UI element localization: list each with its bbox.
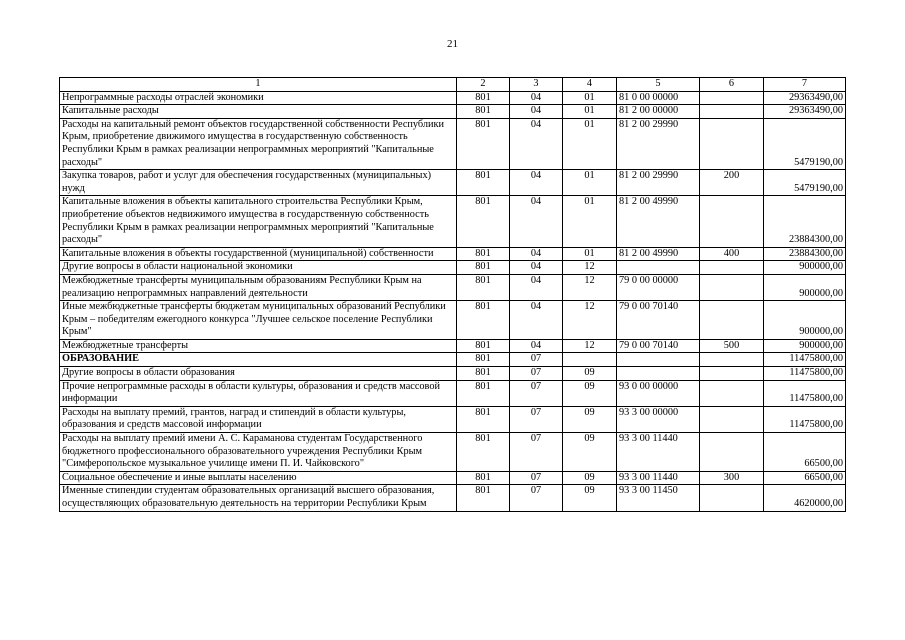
row-section-code: 04 (510, 118, 563, 169)
row-amount: 11475800,00 (764, 367, 846, 381)
row-department-code: 801 (457, 247, 510, 261)
row-subsection-code: 09 (563, 471, 617, 485)
row-subsection-code (563, 353, 617, 367)
row-section-code: 04 (510, 339, 563, 353)
row-section-code: 04 (510, 274, 563, 300)
row-section-code: 04 (510, 105, 563, 119)
row-department-code: 801 (457, 105, 510, 119)
row-expense-type-code: 300 (700, 471, 764, 485)
row-expense-type-code (700, 433, 764, 472)
row-subsection-code: 12 (563, 261, 617, 275)
row-section-code: 04 (510, 170, 563, 196)
row-section-code: 07 (510, 380, 563, 406)
row-expense-type-code (700, 380, 764, 406)
table-row (60, 339, 846, 353)
row-expense-type-code (700, 261, 764, 275)
row-department-code: 801 (457, 471, 510, 485)
row-expense-type-code (700, 485, 764, 511)
table-row (60, 380, 846, 406)
table-row (60, 105, 846, 119)
row-amount: 23884300,00 (764, 196, 846, 247)
table-row (60, 367, 846, 381)
table-row (60, 471, 846, 485)
row-amount: 66500,00 (764, 433, 846, 472)
row-subsection-code: 09 (563, 380, 617, 406)
row-department-code: 801 (457, 196, 510, 247)
row-target-article-code: 81 2 00 29990 (617, 118, 700, 169)
row-target-article-code: 81 2 00 00000 (617, 105, 700, 119)
row-expense-type-code: 200 (700, 170, 764, 196)
table-row (60, 261, 846, 275)
row-amount: 11475800,00 (764, 353, 846, 367)
row-amount: 11475800,00 (764, 380, 846, 406)
column-header-row (60, 78, 846, 92)
row-name-cell: Другие вопросы в области образования (60, 367, 457, 381)
table-row (60, 196, 846, 247)
row-amount: 5479190,00 (764, 170, 846, 196)
row-target-article-code: 93 0 00 00000 (617, 380, 700, 406)
row-target-article-code (617, 367, 700, 381)
row-amount: 29363490,00 (764, 91, 846, 105)
row-expense-type-code: 500 (700, 339, 764, 353)
budget-table (59, 77, 846, 512)
row-department-code: 801 (457, 367, 510, 381)
row-name-cell: Другие вопросы в области национальной экономики (60, 261, 457, 275)
page-number: 21 (447, 38, 458, 50)
row-name-cell: Социальное обеспечение и иные выплаты населению (60, 471, 457, 485)
row-name-cell: Именные стипендии студентам образовательных организаций высшего образования, осуществляющих образовательную деятельность на территории Республики Крым (60, 485, 457, 511)
row-name-cell: Непрограммные расходы отраслей экономики (60, 91, 457, 105)
column-header: 2 (457, 78, 510, 92)
row-name-cell: Межбюджетные трансферты муниципальным образованиям Республики Крым на реализацию непрограммных направлений деятельности (60, 274, 457, 300)
table-row (60, 274, 846, 300)
row-expense-type-code (700, 118, 764, 169)
row-subsection-code: 01 (563, 118, 617, 169)
column-header: 5 (617, 78, 700, 92)
row-department-code: 801 (457, 91, 510, 105)
row-amount: 5479190,00 (764, 118, 846, 169)
row-section-code: 07 (510, 485, 563, 511)
row-subsection-code: 01 (563, 196, 617, 247)
row-department-code: 801 (457, 353, 510, 367)
row-target-article-code: 79 0 00 00000 (617, 274, 700, 300)
row-section-code: 04 (510, 301, 563, 340)
row-amount: 4620000,00 (764, 485, 846, 511)
row-target-article-code: 81 2 00 49990 (617, 196, 700, 247)
row-subsection-code: 12 (563, 339, 617, 353)
row-name-cell: Капитальные расходы (60, 105, 457, 119)
row-section-code: 04 (510, 196, 563, 247)
row-amount: 11475800,00 (764, 406, 846, 432)
column-header: 3 (510, 78, 563, 92)
row-department-code: 801 (457, 301, 510, 340)
row-department-code: 801 (457, 406, 510, 432)
row-subsection-code: 09 (563, 406, 617, 432)
table-row (60, 433, 846, 472)
row-amount: 900000,00 (764, 301, 846, 340)
row-expense-type-code (700, 105, 764, 119)
row-name-cell: Расходы на выплату премий, грантов, наград и стипендий в области культуры, образования и средств массовой информации (60, 406, 457, 432)
row-target-article-code: 93 3 00 00000 (617, 406, 700, 432)
table-row (60, 301, 846, 340)
row-name-cell: Капитальные вложения в объекты государственной (муниципальной) собственности (60, 247, 457, 261)
row-section-code: 07 (510, 353, 563, 367)
row-expense-type-code: 400 (700, 247, 764, 261)
row-section-code: 07 (510, 471, 563, 485)
row-target-article-code (617, 353, 700, 367)
row-department-code: 801 (457, 261, 510, 275)
row-department-code: 801 (457, 433, 510, 472)
row-name-cell: Капитальные вложения в объекты капитального строительства Республики Крым, приобретение объектов недвижимого имущества в государственную собственность Республики Крым в рамках реализации непрограммных мероприятий "Капитальные расходы" (60, 196, 457, 247)
row-target-article-code: 81 2 00 29990 (617, 170, 700, 196)
row-subsection-code: 09 (563, 367, 617, 381)
row-amount: 900000,00 (764, 261, 846, 275)
column-header: 1 (60, 78, 457, 92)
table-row (60, 353, 846, 367)
row-amount: 29363490,00 (764, 105, 846, 119)
table-row (60, 170, 846, 196)
row-target-article-code: 93 3 00 11440 (617, 471, 700, 485)
column-header: 6 (700, 78, 764, 92)
table-row (60, 485, 846, 511)
row-name-cell: Расходы на выплату премий имени А. С. Караманова студентам Государственного бюджетного профессионального образовательного учреждения Республики Крым "Симферопольское музыкальное училище имени П. И. Чайковского" (60, 433, 457, 472)
row-name-cell: Расходы на капитальный ремонт объектов государственной собственности Республики Крым, приобретение движимого имущества в государственную собственность Республики Крым в рамках реализации непрограммных мероприятий "Капитальные расходы" (60, 118, 457, 169)
row-target-article-code: 81 0 00 00000 (617, 91, 700, 105)
row-target-article-code: 93 3 00 11450 (617, 485, 700, 511)
row-target-article-code (617, 261, 700, 275)
table-row (60, 91, 846, 105)
table-body (60, 78, 846, 512)
row-name-cell: Прочие непрограммные расходы в области культуры, образования и средств массовой информации (60, 380, 457, 406)
row-expense-type-code (700, 196, 764, 247)
row-amount: 900000,00 (764, 274, 846, 300)
row-section-code: 04 (510, 91, 563, 105)
column-header: 4 (563, 78, 617, 92)
row-amount: 66500,00 (764, 471, 846, 485)
row-expense-type-code (700, 91, 764, 105)
row-subsection-code: 09 (563, 433, 617, 472)
row-name-cell: ОБРАЗОВАНИЕ (60, 353, 457, 367)
row-amount: 23884300,00 (764, 247, 846, 261)
row-name-cell: Закупка товаров, работ и услуг для обеспечения государственных (муниципальных) нужд (60, 170, 457, 196)
row-section-code: 07 (510, 406, 563, 432)
row-subsection-code: 01 (563, 170, 617, 196)
row-expense-type-code (700, 301, 764, 340)
row-target-article-code: 93 3 00 11440 (617, 433, 700, 472)
row-section-code: 07 (510, 433, 563, 472)
row-subsection-code: 09 (563, 485, 617, 511)
row-name-cell: Иные межбюджетные трансферты бюджетам муниципальных образований Республики Крым – победителям ежегодного конкурса "Лучшее сельское поселение Республики Крым" (60, 301, 457, 340)
row-department-code: 801 (457, 170, 510, 196)
row-expense-type-code (700, 367, 764, 381)
row-department-code: 801 (457, 380, 510, 406)
row-subsection-code: 12 (563, 274, 617, 300)
row-department-code: 801 (457, 118, 510, 169)
row-subsection-code: 01 (563, 105, 617, 119)
row-amount: 900000,00 (764, 339, 846, 353)
row-target-article-code: 79 0 00 70140 (617, 339, 700, 353)
row-name-cell: Межбюджетные трансферты (60, 339, 457, 353)
table-row (60, 118, 846, 169)
row-subsection-code: 01 (563, 247, 617, 261)
table-row (60, 406, 846, 432)
row-section-code: 04 (510, 261, 563, 275)
row-department-code: 801 (457, 274, 510, 300)
row-target-article-code: 79 0 00 70140 (617, 301, 700, 340)
row-subsection-code: 01 (563, 91, 617, 105)
row-target-article-code: 81 2 00 49990 (617, 247, 700, 261)
row-expense-type-code (700, 353, 764, 367)
row-subsection-code: 12 (563, 301, 617, 340)
row-department-code: 801 (457, 339, 510, 353)
column-header: 7 (764, 78, 846, 92)
table-row (60, 247, 846, 261)
row-expense-type-code (700, 274, 764, 300)
row-section-code: 07 (510, 367, 563, 381)
row-section-code: 04 (510, 247, 563, 261)
row-expense-type-code (700, 406, 764, 432)
row-department-code: 801 (457, 485, 510, 511)
